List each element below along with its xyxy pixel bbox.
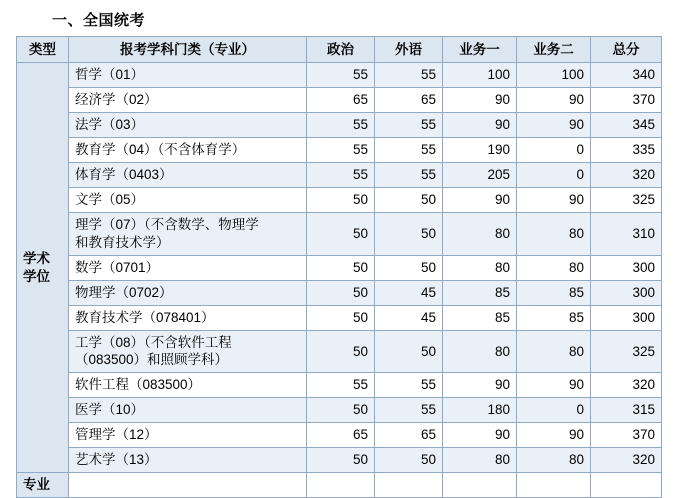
cell-foreign-language: 50 — [375, 330, 443, 373]
cell-total: 345 — [591, 113, 662, 138]
row-type-label-line: 专业 — [23, 477, 50, 493]
column-header-business-two: 业务二 — [517, 37, 591, 63]
cell-foreign-language: 55 — [375, 113, 443, 138]
cell-business-two: 85 — [517, 305, 591, 330]
row-type-professional-degree — [17, 473, 69, 498]
cell-placeholder — [517, 473, 591, 498]
cell-major-line: 数学（0701） — [75, 259, 160, 275]
cell-major — [69, 423, 307, 448]
cell-business-two: 0 — [517, 163, 591, 188]
cell-business-one: 80 — [443, 213, 517, 256]
cell-business-two: 80 — [517, 255, 591, 280]
table-row — [17, 305, 662, 330]
row-type-label-line: 学位 — [23, 268, 50, 284]
cell-major — [69, 88, 307, 113]
cell-business-one: 100 — [443, 63, 517, 88]
cell-major-line: 医学（10） — [75, 402, 145, 418]
document-page — [0, 9, 677, 493]
table-header — [17, 37, 662, 63]
cell-business-one: 85 — [443, 305, 517, 330]
cell-politics: 65 — [307, 423, 375, 448]
cell-business-two: 80 — [517, 213, 591, 256]
cell-business-one: 180 — [443, 398, 517, 423]
cell-business-one: 90 — [443, 423, 517, 448]
cell-business-two: 80 — [517, 330, 591, 373]
cell-total: 340 — [591, 63, 662, 88]
table-row — [17, 113, 662, 138]
cell-major — [69, 280, 307, 305]
cell-foreign-language: 55 — [375, 373, 443, 398]
cell-politics: 50 — [307, 448, 375, 473]
cell-total: 300 — [591, 280, 662, 305]
cell-major-line: （083500）和照顾学科） — [75, 352, 229, 368]
cell-politics: 50 — [307, 213, 375, 256]
cell-business-two: 90 — [517, 373, 591, 398]
cell-major-line: 管理学（12） — [75, 427, 158, 443]
cell-major-line: 软件工程（083500） — [75, 377, 202, 393]
cell-business-one: 190 — [443, 138, 517, 163]
cell-major — [69, 330, 307, 373]
table-row — [17, 163, 662, 188]
cell-placeholder — [443, 473, 517, 498]
cell-politics: 50 — [307, 188, 375, 213]
cell-major-line: 教育学（04）（不含体育学） — [75, 142, 246, 158]
cell-politics: 50 — [307, 280, 375, 305]
table-row — [17, 213, 662, 256]
cell-major — [69, 188, 307, 213]
cell-business-two: 80 — [517, 448, 591, 473]
cell-major-line: 教育技术学（078401） — [75, 309, 215, 325]
table-row — [17, 88, 662, 113]
column-header-foreign-language: 外语 — [375, 37, 443, 63]
column-header-business-one: 业务一 — [443, 37, 517, 63]
cell-foreign-language: 65 — [375, 88, 443, 113]
cell-major-line: 和教育技术学） — [75, 234, 170, 250]
cell-business-two: 90 — [517, 88, 591, 113]
cell-major — [69, 113, 307, 138]
cell-politics: 55 — [307, 138, 375, 163]
cell-major-line: 经济学（02） — [75, 92, 158, 108]
cell-major-line: 理学（07）（不含数学、物理学 — [75, 217, 259, 232]
cell-major — [69, 255, 307, 280]
cell-business-one: 85 — [443, 280, 517, 305]
cell-total: 315 — [591, 398, 662, 423]
cell-placeholder — [69, 473, 307, 498]
row-type-label-line: 学术 — [23, 250, 50, 266]
cell-politics: 50 — [307, 330, 375, 373]
cell-business-two: 85 — [517, 280, 591, 305]
cell-major — [69, 448, 307, 473]
cell-business-two: 0 — [517, 398, 591, 423]
cell-major — [69, 138, 307, 163]
table-row — [17, 373, 662, 398]
cell-foreign-language: 50 — [375, 255, 443, 280]
table-body — [17, 63, 662, 498]
table-row — [17, 255, 662, 280]
column-header-total: 总分 — [591, 37, 662, 63]
column-header-type: 类型 — [17, 37, 69, 63]
cell-business-two: 90 — [517, 113, 591, 138]
cell-foreign-language: 45 — [375, 305, 443, 330]
cell-total: 325 — [591, 330, 662, 373]
table-row — [17, 280, 662, 305]
cell-major-line: 工学（08）（不含软件工程 — [75, 334, 232, 350]
table-row — [17, 330, 662, 373]
cell-foreign-language: 45 — [375, 280, 443, 305]
cell-total: 300 — [591, 255, 662, 280]
column-header-major: 报考学科门类（专业） — [69, 37, 307, 63]
cell-total: 325 — [591, 188, 662, 213]
cell-business-one: 80 — [443, 330, 517, 373]
cell-major-line: 哲学（01） — [75, 67, 145, 83]
row-type-academic-degree — [17, 63, 69, 473]
cell-total: 300 — [591, 305, 662, 330]
table-row — [17, 398, 662, 423]
cell-politics: 55 — [307, 63, 375, 88]
cell-politics: 65 — [307, 88, 375, 113]
cell-business-one: 90 — [443, 88, 517, 113]
cell-foreign-language: 55 — [375, 398, 443, 423]
cell-total: 310 — [591, 213, 662, 256]
cell-total: 320 — [591, 163, 662, 188]
cell-business-two: 0 — [517, 138, 591, 163]
cell-total: 335 — [591, 138, 662, 163]
score-table — [16, 36, 662, 498]
cell-foreign-language: 50 — [375, 188, 443, 213]
column-header-politics: 政治 — [307, 37, 375, 63]
table-row — [17, 63, 662, 88]
cell-major — [69, 305, 307, 330]
cell-major-line: 物理学（0702） — [75, 284, 173, 300]
cell-business-one: 80 — [443, 448, 517, 473]
cell-total: 320 — [591, 373, 662, 398]
table-row — [17, 138, 662, 163]
cell-major-line: 文学（05） — [75, 192, 145, 208]
cell-major — [69, 163, 307, 188]
cell-foreign-language: 55 — [375, 63, 443, 88]
cell-foreign-language: 55 — [375, 163, 443, 188]
cell-placeholder — [591, 473, 662, 498]
cell-politics: 50 — [307, 398, 375, 423]
cell-total: 370 — [591, 88, 662, 113]
cell-politics: 55 — [307, 163, 375, 188]
cell-politics: 50 — [307, 305, 375, 330]
cell-foreign-language: 50 — [375, 213, 443, 256]
page-title: 一、全国统考 — [52, 12, 146, 29]
cell-business-two: 100 — [517, 63, 591, 88]
table-row — [17, 423, 662, 448]
cell-business-two: 90 — [517, 188, 591, 213]
cell-business-one: 205 — [443, 163, 517, 188]
cell-foreign-language: 55 — [375, 138, 443, 163]
table-row — [17, 188, 662, 213]
cell-business-one: 80 — [443, 255, 517, 280]
cell-major — [69, 373, 307, 398]
cell-politics: 55 — [307, 373, 375, 398]
cell-major-line: 法学（03） — [75, 117, 145, 133]
cell-business-two: 90 — [517, 423, 591, 448]
cell-total: 320 — [591, 448, 662, 473]
cell-politics: 55 — [307, 113, 375, 138]
cell-foreign-language: 50 — [375, 448, 443, 473]
cell-major-line: 艺术学（13） — [75, 452, 158, 468]
cell-business-one: 90 — [443, 113, 517, 138]
cell-politics: 50 — [307, 255, 375, 280]
cell-placeholder — [375, 473, 443, 498]
table-header-row — [17, 37, 662, 63]
table-row — [17, 473, 662, 498]
cell-major-line: 体育学（0403） — [75, 167, 173, 183]
cell-total: 370 — [591, 423, 662, 448]
cell-foreign-language: 65 — [375, 423, 443, 448]
cell-major — [69, 398, 307, 423]
cell-major — [69, 213, 307, 256]
cell-major — [69, 63, 307, 88]
cell-business-one: 90 — [443, 373, 517, 398]
cell-placeholder — [307, 473, 375, 498]
cell-business-one: 90 — [443, 188, 517, 213]
table-row — [17, 448, 662, 473]
